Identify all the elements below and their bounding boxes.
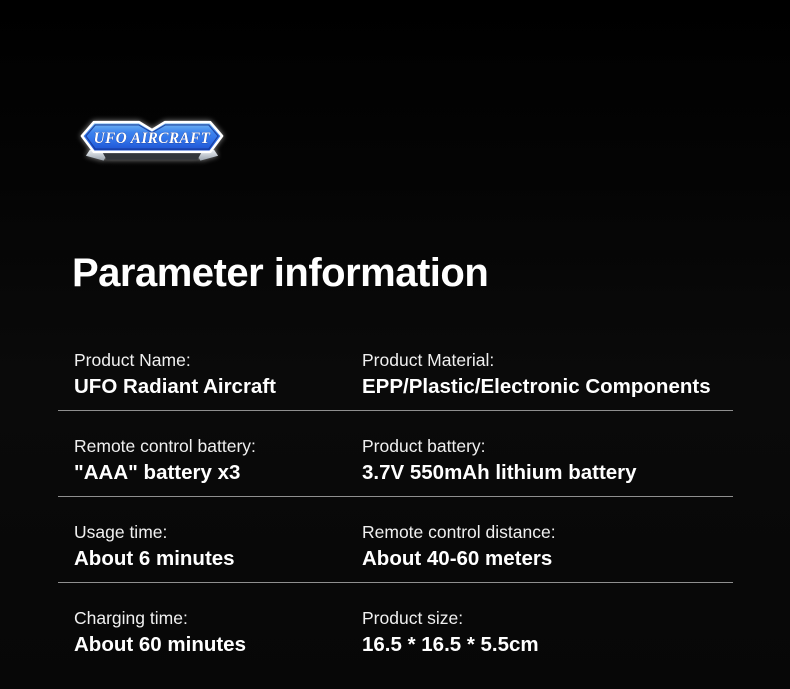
ufo-aircraft-badge-icon	[78, 110, 226, 164]
param-value: 3.7V 550mAh lithium battery	[362, 461, 637, 484]
param-label: Product size:	[362, 608, 464, 628]
table-row	[58, 583, 733, 668]
param-product-size	[362, 606, 733, 659]
param-product-name	[74, 348, 362, 401]
page-title: Parameter information	[72, 250, 489, 295]
param-charging-time	[74, 606, 362, 659]
param-product-material	[362, 348, 733, 401]
param-remote-distance	[362, 520, 733, 573]
param-label: Remote control distance:	[362, 522, 556, 542]
param-label: Product Material:	[362, 350, 495, 370]
param-remote-battery	[74, 434, 362, 487]
param-value: "AAA" battery x3	[74, 461, 241, 484]
param-product-battery	[362, 434, 733, 487]
parameter-table	[58, 340, 733, 668]
table-row	[58, 411, 733, 497]
param-value: About 6 minutes	[74, 547, 235, 570]
param-label: Remote control battery:	[74, 436, 256, 456]
param-value: 16.5 * 16.5 * 5.5cm	[362, 633, 539, 656]
param-value: EPP/Plastic/Electronic Components	[362, 375, 711, 398]
table-row	[58, 340, 733, 411]
badge-label: UFO AIRCRAFT	[93, 129, 211, 147]
param-value: About 60 minutes	[74, 633, 246, 656]
param-label: Usage time:	[74, 522, 168, 542]
param-value: About 40-60 meters	[362, 547, 553, 570]
param-label: Product Name:	[74, 350, 191, 370]
ufo-aircraft-badge	[78, 110, 226, 164]
param-value: UFO Radiant Aircraft	[74, 375, 276, 398]
table-row	[58, 497, 733, 583]
param-label: Product battery:	[362, 436, 486, 456]
param-label: Charging time:	[74, 608, 188, 628]
param-usage-time	[74, 520, 362, 573]
